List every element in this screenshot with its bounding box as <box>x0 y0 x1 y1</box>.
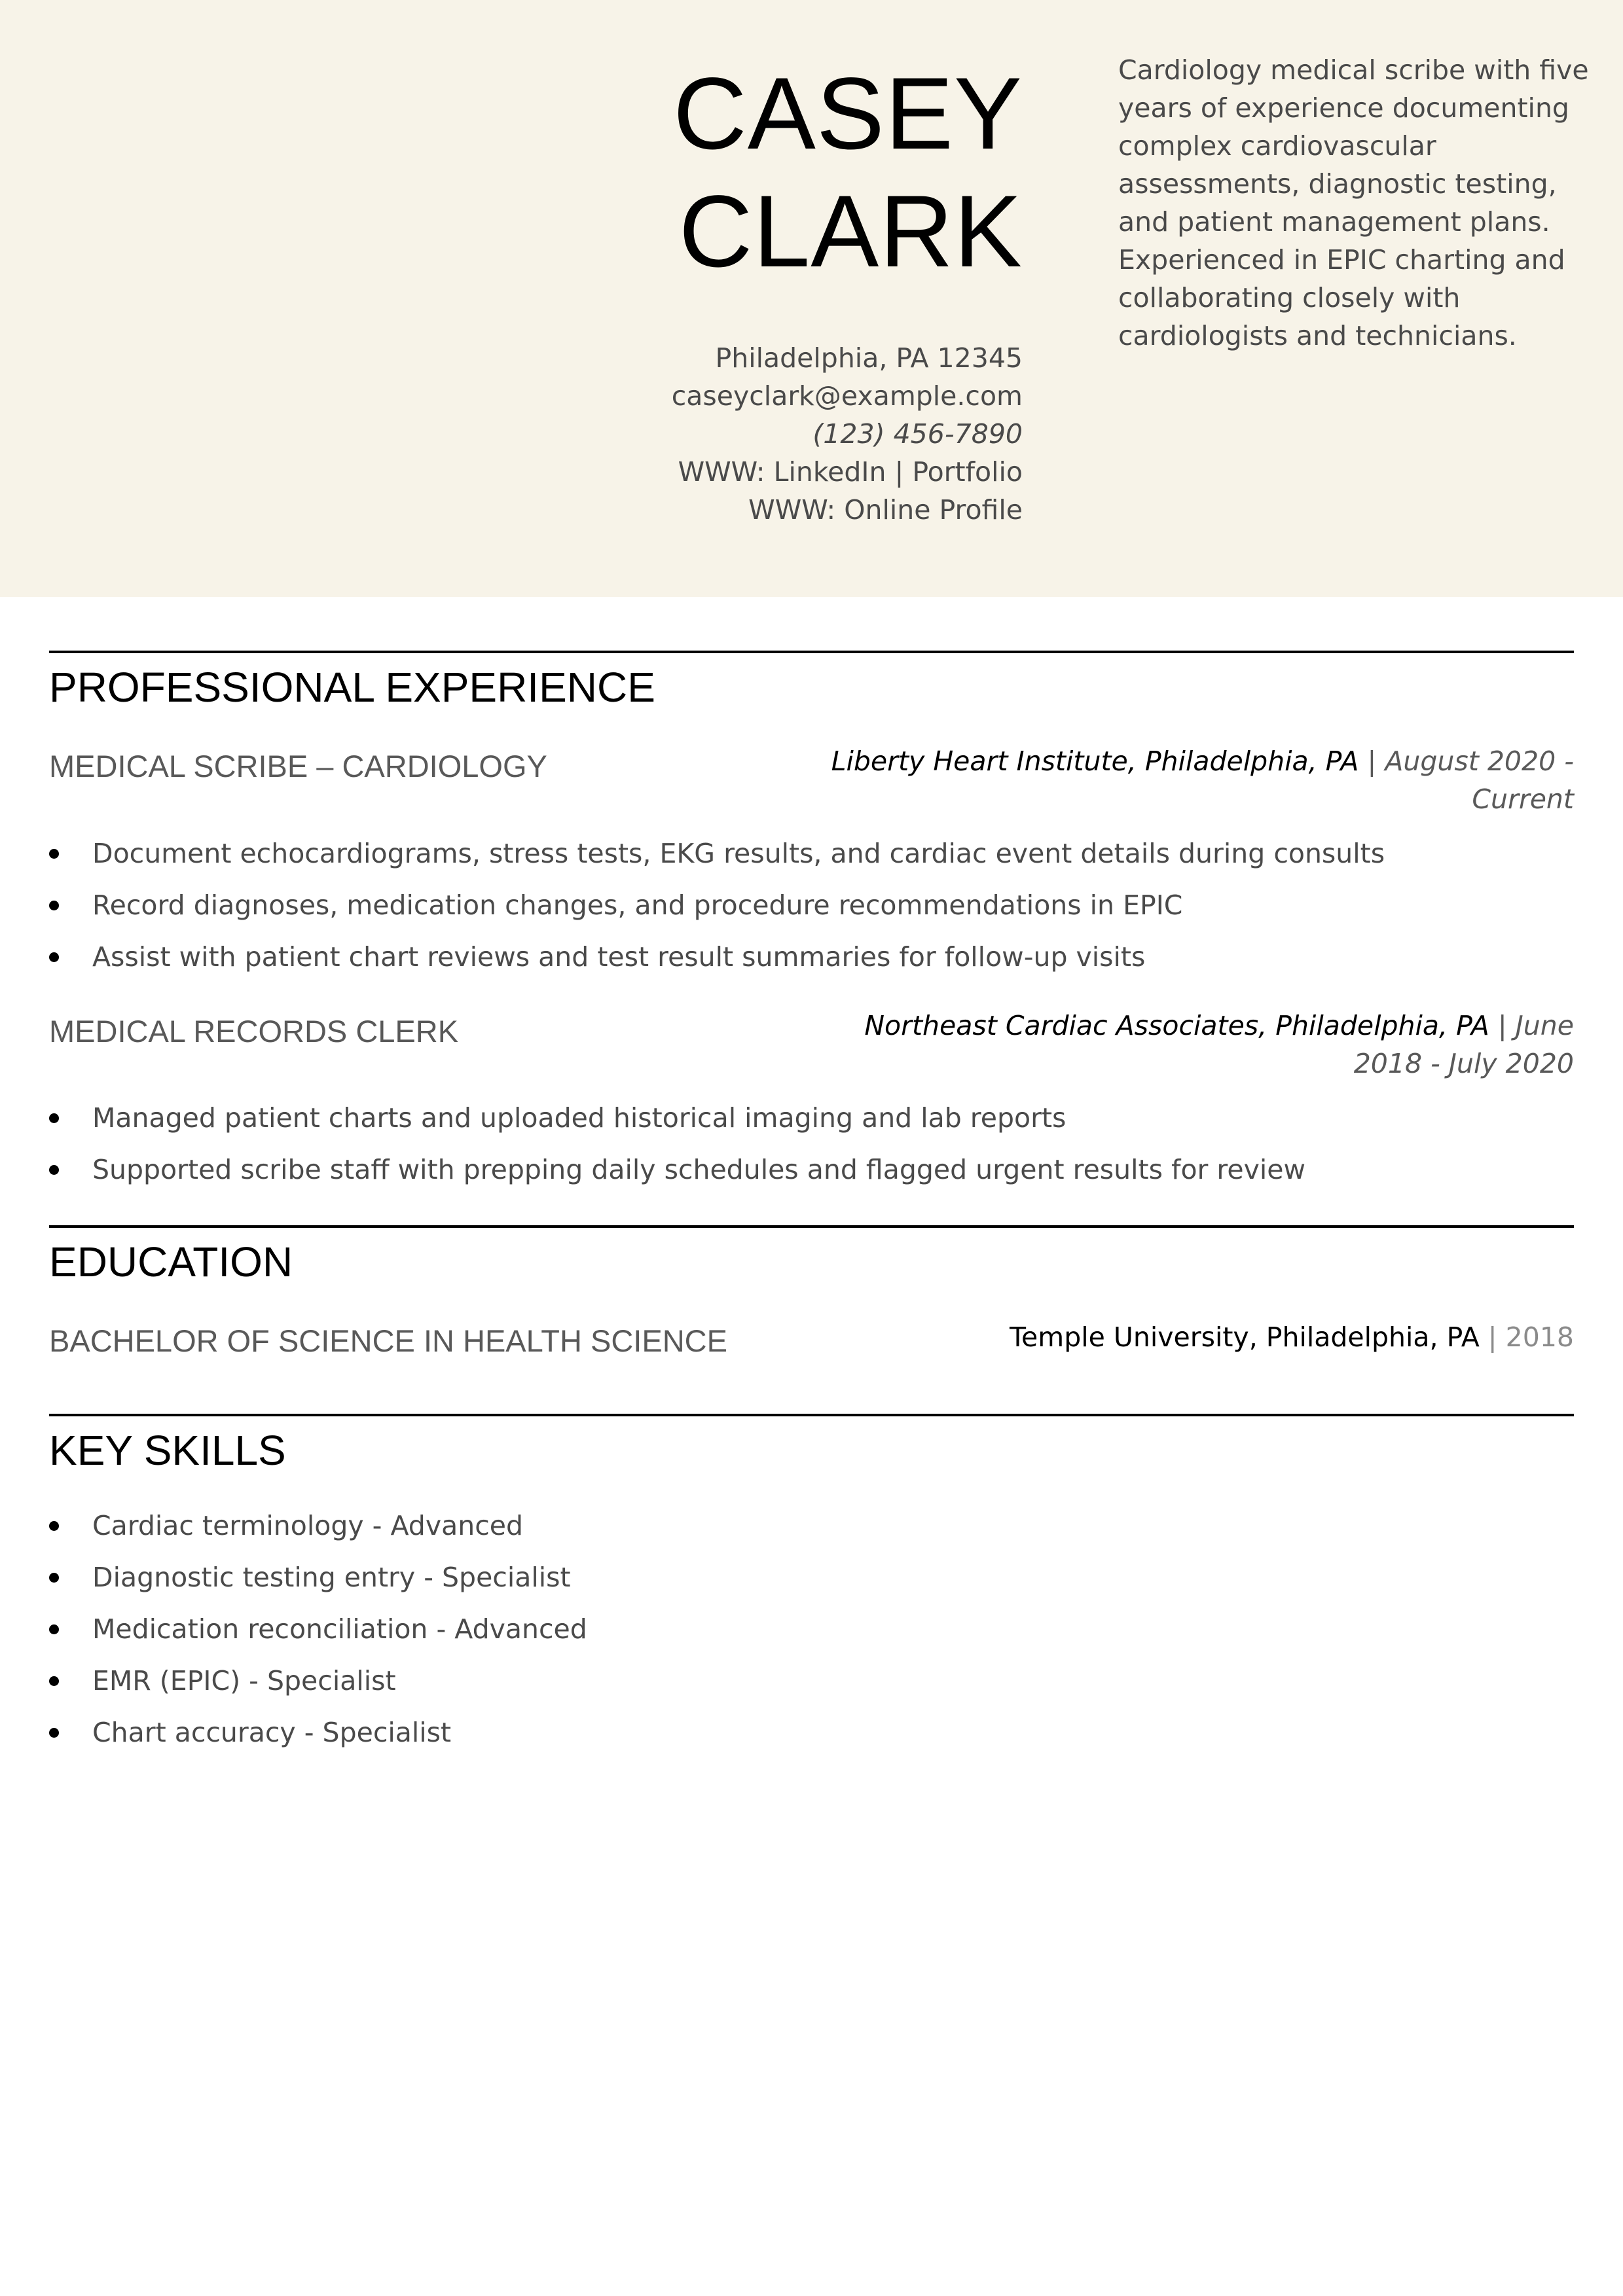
contact-info <box>672 339 1023 529</box>
section-divider <box>49 1225 1574 1228</box>
candidate-name <box>673 55 1023 291</box>
contact-links[interactable]: WWW: LinkedIn | Portfolio <box>678 456 1023 488</box>
education-heading: EDUCATION <box>49 1238 293 1285</box>
experience-heading: PROFESSIONAL EXPERIENCE <box>49 664 655 711</box>
job-duties <box>49 834 1574 990</box>
degree-title: BACHELOR OF SCIENCE IN HEALTH SCIENCE <box>49 1323 727 1358</box>
school-name: Temple University, Philadelphia, PA <box>1009 1321 1480 1353</box>
contact-profile[interactable]: WWW: Online Profile <box>748 494 1023 526</box>
list-item: Diagnostic testing entry - Specialist <box>49 1558 1574 1610</box>
section-divider <box>49 1414 1574 1416</box>
contact-email[interactable]: caseyclark@example.com <box>671 380 1023 412</box>
first-name: CASEY <box>673 57 1023 171</box>
job-dates: June 2018 - July 2020 <box>1353 1010 1574 1079</box>
skills-list <box>49 1507 1574 1765</box>
job-duties <box>49 1099 1574 1202</box>
list-item: EMR (EPIC) - Specialist <box>49 1662 1574 1713</box>
education-meta <box>1010 1318 1574 1356</box>
job-employer: Northeast Cardiac Associates, Philadelphia, PA <box>864 1010 1489 1041</box>
job-employer: Liberty Heart Institute, Philadelphia, PA <box>831 745 1359 777</box>
list-item: Document echocardiograms, stress tests, EKG results, and cardiac event details during consults <box>49 834 1574 886</box>
last-name: CLARK <box>678 175 1023 289</box>
skills-heading: KEY SKILLS <box>49 1427 286 1474</box>
resume-header <box>0 0 1623 597</box>
list-item: Record diagnoses, medication changes, and procedure recommendations in EPIC <box>49 886 1574 938</box>
job-meta <box>828 742 1574 818</box>
list-item: Medication reconciliation - Advanced <box>49 1610 1574 1662</box>
job-title: MEDICAL RECORDS CLERK <box>49 1014 459 1049</box>
contact-location: Philadelphia, PA 12345 <box>715 342 1023 374</box>
job-title: MEDICAL SCRIBE – CARDIOLOGY <box>49 749 547 783</box>
meta-separator: | <box>1489 1010 1516 1041</box>
job-dates: August 2020 - Current <box>1385 745 1574 815</box>
contact-phone[interactable]: (123) 456-7890 <box>812 418 1023 450</box>
list-item: Managed patient charts and uploaded historical imaging and lab reports <box>49 1099 1574 1151</box>
list-item: Chart accuracy - Specialist <box>49 1713 1574 1765</box>
list-item: Cardiac terminology - Advanced <box>49 1507 1574 1558</box>
job-meta <box>828 1007 1574 1083</box>
graduation-year: 2018 <box>1505 1321 1574 1353</box>
section-divider <box>49 651 1574 653</box>
list-item: Assist with patient chart reviews and test result summaries for follow-up visits <box>49 938 1574 990</box>
list-item: Supported scribe staff with prepping daily schedules and flagged urgent results for review <box>49 1151 1574 1202</box>
meta-separator: | <box>1359 745 1385 777</box>
meta-separator: | <box>1479 1321 1506 1353</box>
professional-summary: Cardiology medical scribe with five years of experience documenting complex cardiovascular assessments, diagnostic testing, and patient management plans. Experienced in EPIC charting and collaborating closely with cardiologists and technicians. <box>1118 54 1589 351</box>
